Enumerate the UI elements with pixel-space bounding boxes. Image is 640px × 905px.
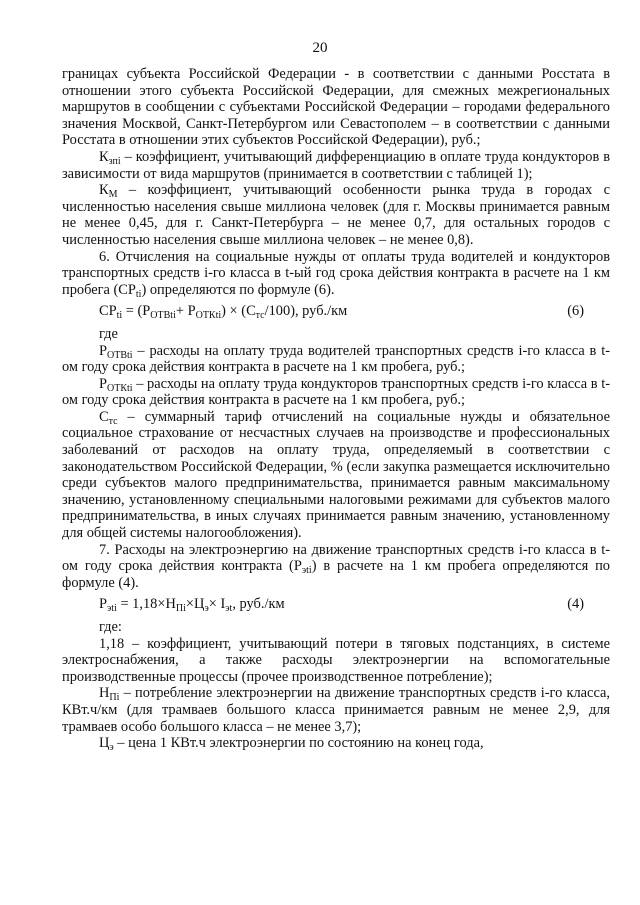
paragraph-potk [62,376,610,409]
text-run: С [246,303,256,320]
text-run: Р [99,596,108,613]
document-body [62,66,610,752]
text-run: , руб./км [232,596,285,613]
paragraph-kzp [62,149,610,182]
text-run: границах субъекта Российской Федерации - в соответствии с данными Росстата в отношении этого субъекта Российской Федерации, для смежных межрегиональных маршрутов в сообщении с субъектами Российской Федерации – городами федерального значения Москвой, Санкт-Петербургом или Севастополем – в соответствии с данными Росстата в отношении этих субъектов Российской Федерации), руб.; [62,66,610,149]
text-run: – цена 1 КВт.ч электроэнергии по состоянию на конец года, [113,735,484,752]
symbol-subscript: Пi [175,603,186,615]
text-run: СР [99,303,117,320]
text-run: 7. Расходы на электроэнергию на движение транспортных средств i-го класса в t-ом году срока действия контракта ( [62,541,610,575]
where-label [62,619,610,636]
paragraph-item-6 [62,249,610,299]
text-run: I [220,596,226,613]
paragraph-ce [62,735,610,752]
text-run: – расходы на оплату труда водителей транспортных средств i-го класса в t-ом году срока действия контракта в расчете на 1 км пробега, руб.; [62,342,610,376]
text-run: СР [118,281,136,298]
symbol-subscript: ti [135,288,142,300]
symbol-subscript: эt [225,603,233,615]
text-run: ) в расчете на 1 км пробега определяются по формуле (4). [62,558,610,591]
symbol-subscript: ОТВti [107,349,133,361]
text-run: где [99,325,118,342]
text-run: = ( [122,303,143,320]
symbol-subscript: э [109,742,114,754]
text-run: Ц [99,735,110,752]
symbol-subscript: Пi [109,692,120,704]
paragraph-potv [62,343,610,376]
text-run: К [99,148,109,165]
symbol-subscript: э [204,603,209,615]
formula-4 [62,596,610,613]
text-run: × [208,596,221,613]
text-run: – коэффициент, учитывающий дифференциацию в оплате труда кондукторов в зависимости от вида маршрутов (принимается в соответствии с таблицей 1); [62,148,610,182]
text-run: – коэффициент, учитывающий особенности рынка труда в городах с численностью населения свыше миллиона человек (для г. Москвы принимается равным не менее 0,45, для г. Санкт-Петербурга – не менее 0,7, для остальных городов с численностью населения свыше миллиона человек – не менее 0,8). [62,182,610,248]
paragraph-ctc [62,409,610,542]
text-run: 6. Отчисления на социальные нужды от оплаты труда водителей и кондукторов транспортных средств i-го класса в t-ый год срока действия контракта в расчете на 1 км пробега ( [62,248,610,298]
symbol-subscript: ОТКti [107,382,133,394]
text-run: ) определяются по формуле (6). [141,281,335,298]
formula-number: (4) [567,596,584,613]
text-run: Н [99,685,110,702]
paragraph-hpi [62,685,610,735]
symbol-subscript: тс [108,415,118,427]
text-run: К [99,182,109,199]
text-run: Н [165,596,176,613]
text-run: С [99,408,109,425]
text-run: = 1,18× [116,596,166,613]
text-run: Р [99,375,108,392]
text-run: 1,18 – коэффициент, учитывающий потери в тяговых подстанциях, в системе электроснабжения, а также расходы электроэнергии на вспомогательные производственные процессы (прочее производственное потребление); [62,635,610,685]
text-run: Ц [194,596,205,613]
text-run: ) × ( [221,303,247,320]
symbol-subscript: ti [116,310,123,322]
paragraph-coef-118 [62,636,610,686]
where-label [62,326,610,343]
symbol-subscript: зпi [108,155,121,167]
text-run: где: [99,619,122,635]
text-run: × [185,596,195,613]
paragraph-item-7 [62,542,610,592]
symbol-subscript: ОТКti [195,310,222,322]
paragraph-km [62,182,610,248]
text-run: Р [99,342,108,359]
symbol-subscript: М [108,189,118,201]
symbol-subscript: эti [107,603,117,615]
text-run: + [175,303,188,320]
formula-number: (6) [567,303,584,320]
text-run: – суммарный тариф отчислений на социальные нужды и обязательное социальное страхование от несчастных случаев на производстве и профессиональных заболеваний от расходов на оплату труда, определяемый в соответствии с законодательством Российской Федерации, % (если закупка размещается исключительно среди субъектов малого предпринимательства, принимается равным максимальному значению, установленному специальными налоговыми режимами для субъектов малого предпринимательства, в иных случаях принимается равным значению, установленному для общей системы налогообложения). [62,408,610,542]
formula-6 [62,303,610,320]
page-number: 20 [312,40,328,56]
text-run: – потребление электроэнергии на движение транспортных средств i-го класса, КВт.ч/км (для трамваев большого класса принимается равным не менее 2,9, для трамваев особо большого класса – не менее 3,7); [62,685,610,735]
text-run: Р [187,303,196,320]
symbol-subscript: эti [301,565,312,577]
symbol-subscript: тс [255,310,265,322]
text-run: /100), руб./км [264,303,348,320]
symbol-subscript: ОТВti [150,310,176,322]
text-run: Р [142,303,151,320]
paragraph [62,66,610,149]
text-run: – расходы на оплату труда кондукторов транспортных средств i-го класса в t-ом году срока действия контракта в расчете на 1 км пробега, руб.; [62,375,610,409]
text-run: Р [293,558,302,575]
